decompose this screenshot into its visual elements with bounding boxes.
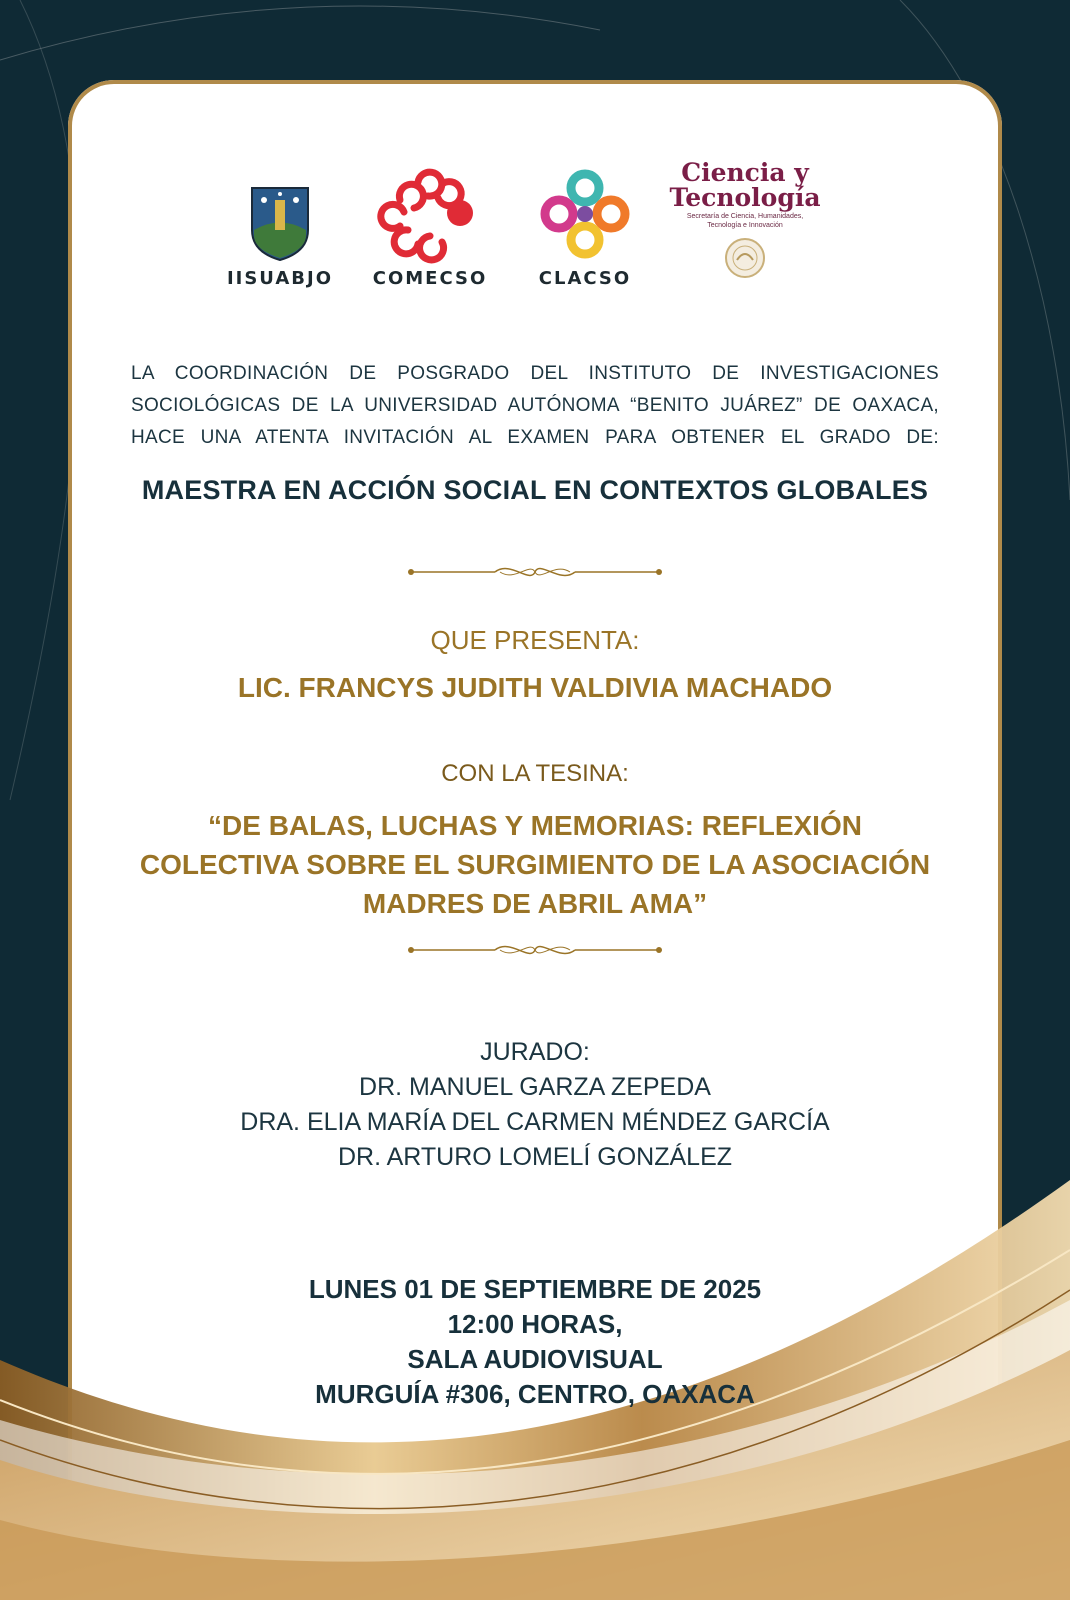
degree-title: MAESTRA EN ACCIÓN SOCIAL EN CONTEXTOS GLOBALES — [141, 475, 929, 505]
ornament-divider — [405, 560, 665, 584]
event-address: MURGUÍA #306, CENTRO, OAXACA — [315, 1379, 755, 1409]
jury-member: DR. ARTURO LOMELÍ GONZÁLEZ — [337, 1143, 733, 1171]
presenter-name: LIC. FRANCYS JUDITH VALDIVIA MACHADO — [237, 672, 833, 703]
comecso-flower-icon — [360, 160, 500, 265]
event-details — [100, 1272, 970, 1412]
event-time: 12:00 HORAS, — [447, 1309, 623, 1339]
thesis-title — [120, 806, 950, 923]
jury-member: DRA. ELIA MARÍA DEL CARMEN MÉNDEZ GARCÍA — [240, 1108, 830, 1136]
comecso-logo — [360, 160, 500, 295]
ciencia-tecnologia-logo — [660, 160, 830, 295]
logo-strip — [220, 160, 850, 295]
iisuabjo-shield-icon — [220, 160, 340, 265]
comecso-label: COMECSO — [372, 268, 488, 289]
tesina-label: CON LA TESINA: — [441, 760, 629, 787]
cyt-title-line1: Ciencia y — [681, 158, 809, 187]
mexico-seal-icon — [723, 236, 767, 280]
intro-paragraph: LA COORDINACIÓN DE POSGRADO DEL INSTITUTO DE INVESTIGACIONES SOCIOLÓGICAS DE LA UNIVERSIDAD AUTÓNOMA “BENITO JUÁREZ” DE OAXACA, HACE UNA ATENTA INVITACIÓN AL EXAMEN PARA OBTENER EL GRADO DE: — [131, 363, 939, 448]
ornament-divider — [405, 938, 665, 962]
presenta-label: QUE PRESENTA: — [430, 625, 640, 655]
event-room: SALA AUDIOVISUAL — [407, 1344, 663, 1374]
iisuabjo-label: IISUABJO — [226, 268, 334, 289]
cyt-title-line2: Tecnología — [669, 183, 821, 212]
thesis-line: COLECTIVA SOBRE EL SURGIMIENTO DE LA ASOCIACIÓN — [139, 849, 931, 880]
clacso-logo — [525, 160, 645, 295]
jury-member: DR. MANUEL GARZA ZEPEDA — [359, 1073, 711, 1101]
event-date: LUNES 01 DE SEPTIEMBRE DE 2025 — [308, 1274, 762, 1304]
thesis-line: MADRES DE ABRIL AMA” — [362, 888, 708, 919]
jury-section — [100, 1035, 970, 1175]
clacso-knot-icon — [525, 160, 645, 265]
clacso-label: CLACSO — [538, 268, 632, 289]
jury-label: JURADO: — [480, 1038, 590, 1066]
thesis-line: “DE BALAS, LUCHAS Y MEMORIAS: REFLEXIÓN — [208, 810, 862, 841]
iisuabjo-logo — [220, 160, 340, 295]
cyt-subtitle: Secretaría de Ciencia, Humanidades, Tecnología e Innovación — [686, 213, 804, 229]
